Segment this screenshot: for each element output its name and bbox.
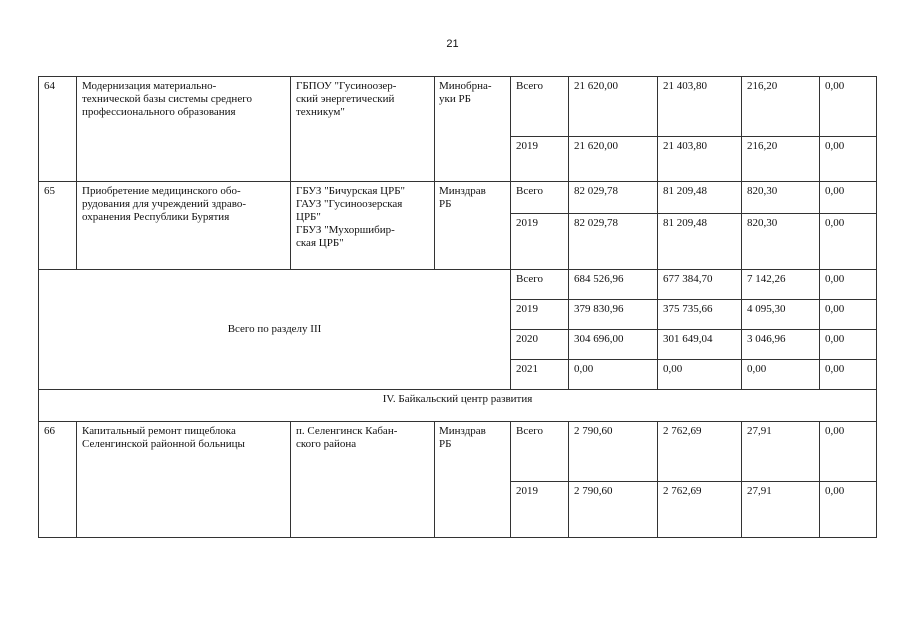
other-cell: 0,00: [820, 422, 877, 482]
administrator: Минздрав РБ: [435, 182, 511, 270]
total-cell: 684 526,96: [569, 270, 658, 300]
federal-cell: 81 209,48: [658, 214, 742, 270]
regional-cell: 27,91: [742, 422, 820, 482]
other-cell: 0,00: [820, 300, 877, 330]
budget-table: [38, 76, 877, 538]
administrator: Минздрав РБ: [435, 422, 511, 538]
other-cell: 0,00: [820, 482, 877, 538]
period-cell: 2019: [511, 137, 569, 182]
federal-cell: 21 403,80: [658, 77, 742, 137]
table-row: [39, 390, 877, 422]
measure-name: Модернизация материально- технической базы системы среднего профессионального образования: [77, 77, 291, 182]
federal-cell: 21 403,80: [658, 137, 742, 182]
table-row: [39, 77, 877, 137]
period-cell: 2019: [511, 214, 569, 270]
total-cell: 0,00: [569, 360, 658, 390]
regional-cell: 0,00: [742, 360, 820, 390]
measure-name: Приобретение медицинского обо- рудования для учреждений здраво- охранения Республики Бурятия: [77, 182, 291, 270]
federal-cell: 677 384,70: [658, 270, 742, 300]
table-row: [39, 270, 877, 300]
regional-cell: 216,20: [742, 77, 820, 137]
other-cell: 0,00: [820, 360, 877, 390]
period-cell: Всего: [511, 182, 569, 214]
other-cell: 0,00: [820, 330, 877, 360]
row-number: 65: [39, 182, 77, 270]
total-cell: 304 696,00: [569, 330, 658, 360]
regional-cell: 4 095,30: [742, 300, 820, 330]
executor: ГБПОУ "Гусиноозер- ский энергетический техникум": [291, 77, 435, 182]
executor: п. Селенгинск Кабан- ского района: [291, 422, 435, 538]
period-cell: Всего: [511, 422, 569, 482]
federal-cell: 81 209,48: [658, 182, 742, 214]
regional-cell: 820,30: [742, 214, 820, 270]
federal-cell: 375 735,66: [658, 300, 742, 330]
other-cell: 0,00: [820, 270, 877, 300]
section-total-label: Всего по разделу III: [39, 270, 511, 390]
other-cell: 0,00: [820, 77, 877, 137]
measure-name: Капитальный ремонт пищеблока Селенгинской районной больницы: [77, 422, 291, 538]
other-cell: 0,00: [820, 214, 877, 270]
regional-cell: 3 046,96: [742, 330, 820, 360]
regional-cell: 7 142,26: [742, 270, 820, 300]
table-row: [39, 422, 877, 482]
row-number: 64: [39, 77, 77, 182]
total-cell: 21 620,00: [569, 137, 658, 182]
period-cell: Всего: [511, 77, 569, 137]
period-cell: Всего: [511, 270, 569, 300]
regional-cell: 216,20: [742, 137, 820, 182]
row-number: 66: [39, 422, 77, 538]
total-cell: 82 029,78: [569, 214, 658, 270]
regional-cell: 820,30: [742, 182, 820, 214]
executor: ГБУЗ "Бичурская ЦРБ" ГАУЗ "Гусиноозерская ЦРБ" ГБУЗ "Мухоршибир- ская ЦРБ": [291, 182, 435, 270]
administrator: Минобрна- уки РБ: [435, 77, 511, 182]
other-cell: 0,00: [820, 182, 877, 214]
total-cell: 379 830,96: [569, 300, 658, 330]
federal-cell: 0,00: [658, 360, 742, 390]
period-cell: 2019: [511, 482, 569, 538]
other-cell: 0,00: [820, 137, 877, 182]
federal-cell: 2 762,69: [658, 422, 742, 482]
federal-cell: 2 762,69: [658, 482, 742, 538]
total-cell: 21 620,00: [569, 77, 658, 137]
table-row: [39, 182, 877, 214]
period-cell: 2020: [511, 330, 569, 360]
total-cell: 82 029,78: [569, 182, 658, 214]
page-number: 21: [446, 38, 459, 50]
period-cell: 2019: [511, 300, 569, 330]
total-cell: 2 790,60: [569, 422, 658, 482]
total-cell: 2 790,60: [569, 482, 658, 538]
period-cell: 2021: [511, 360, 569, 390]
federal-cell: 301 649,04: [658, 330, 742, 360]
section-heading: IV. Байкальский центр развития: [39, 390, 877, 422]
regional-cell: 27,91: [742, 482, 820, 538]
